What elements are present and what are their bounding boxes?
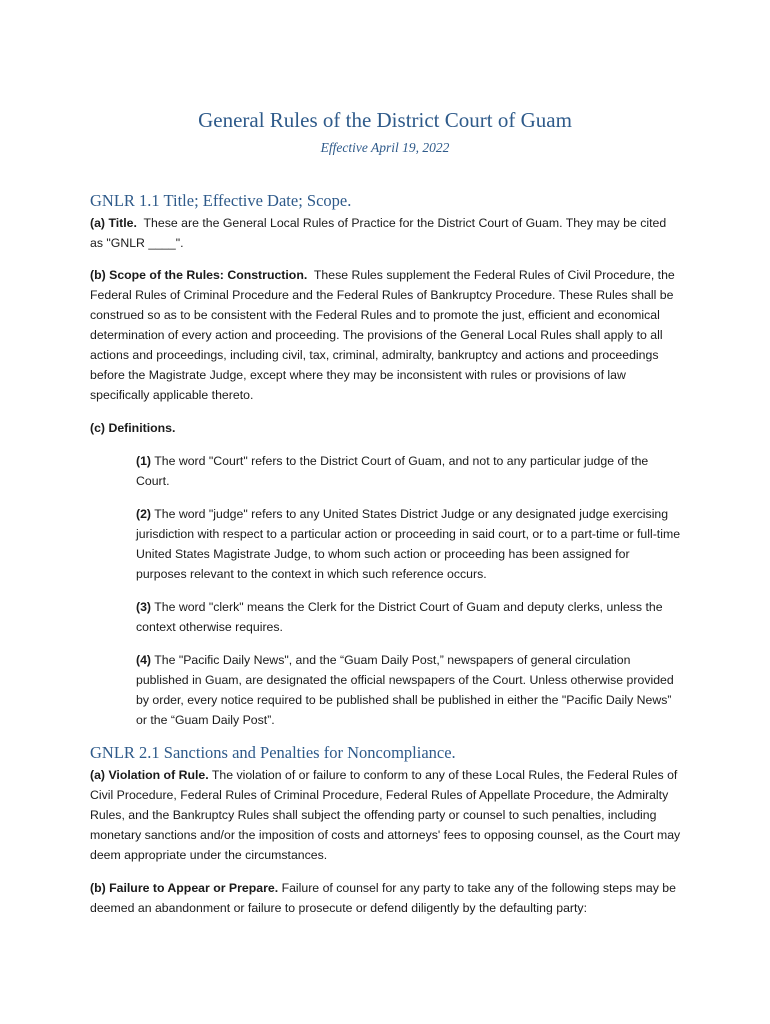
paragraph-scope xyxy=(90,265,682,405)
paragraph-text: These Rules supplement the Federal Rules of Civil Procedure, the Federal Rules of Criminal Procedure and the Federal Rules of Bankruptcy Procedure. These Rules shall be construed so as to be consistent with the Federal Rules and to promote the just, efficient and economical determination of every action and proceeding. The provisions of the General Local Rules shall apply to all actions and proceedings, including civil, tax, criminal, admiralty, bankruptcy and actions and proceedings before the Magistrate Judge, except where they may be inconsistent with rules or provisions of law specifically applicable thereto. xyxy=(90,268,675,402)
definition-text: The word "Court" refers to the District Court of Guam, and not to any particular judge of the Court. xyxy=(136,454,649,488)
document-title: General Rules of the District Court of Guam xyxy=(198,108,572,132)
definition-item-newspapers xyxy=(136,650,682,730)
definition-number: (3) xyxy=(136,600,152,614)
definition-item-court xyxy=(136,451,682,491)
definition-number: (2) xyxy=(136,507,152,521)
definition-item-judge xyxy=(136,504,682,584)
paragraph-definitions xyxy=(90,418,682,438)
definition-text: The "Pacific Daily News", and the “Guam Daily Post,” newspapers of general circulation published in Guam, are designated the official newspapers of the Court. Unless otherwise provided by order, every notice required to be published shall be published in either the "Pacific Daily News” or the “Guam Daily Post”. xyxy=(136,653,674,727)
paragraph-label: (a) Title. xyxy=(90,216,137,230)
paragraph-violation-of-rule xyxy=(90,765,682,865)
paragraph-label: (a) Violation of Rule. xyxy=(90,768,209,782)
definition-text: The word "clerk" means the Clerk for the District Court of Guam and deputy clerks, unless the context otherwise requires. xyxy=(136,600,663,634)
paragraph-text: The violation of or failure to conform to any of these Local Rules, the Federal Rules of Civil Procedure, Federal Rules of Criminal Procedure, Federal Rules of Appellate Procedure, the Admiralty Rules, and the Bankruptcy Rules shall subject the offending party or counsel to such penalties, including monetary sanctions and/or the imposition of costs and attorneys' fees to opposing counsel, as the Court may deem appropriate under the circumstances. xyxy=(90,768,681,862)
definition-item-clerk xyxy=(136,597,682,637)
section-heading-gnlr-2-1: GNLR 2.1 Sanctions and Penalties for Noncompliance. xyxy=(90,743,456,762)
paragraph-label: (b) Scope of the Rules: Construction. xyxy=(90,268,308,282)
definition-number: (4) xyxy=(136,653,152,667)
definition-text: The word "judge" refers to any United States District Judge or any designated judge exercising jurisdiction with respect to a particular action or proceeding in said court, or to a part-time or full-time United States Magistrate Judge, to whom such action or proceeding has been assigned for purposes relevant to the context in which such reference occurs. xyxy=(136,507,681,581)
definition-number: (1) xyxy=(136,454,152,468)
section-heading-gnlr-1-1: GNLR 1.1 Title; Effective Date; Scope. xyxy=(90,191,352,210)
paragraph-title xyxy=(90,213,682,253)
paragraph-text: These are the General Local Rules of Practice for the District Court of Guam. They may be cited as "GNLR ____". xyxy=(90,216,667,250)
paragraph-failure-to-appear xyxy=(90,878,682,918)
document-effective-date: Effective April 19, 2022 xyxy=(320,140,450,155)
paragraph-label: (c) Definitions. xyxy=(90,421,176,435)
paragraph-label: (b) Failure to Appear or Prepare. xyxy=(90,881,279,895)
paragraph-text: Failure of counsel for any party to take any of the following steps may be deemed an abandonment or failure to prosecute or defend diligently by the defaulting party: xyxy=(90,881,676,915)
